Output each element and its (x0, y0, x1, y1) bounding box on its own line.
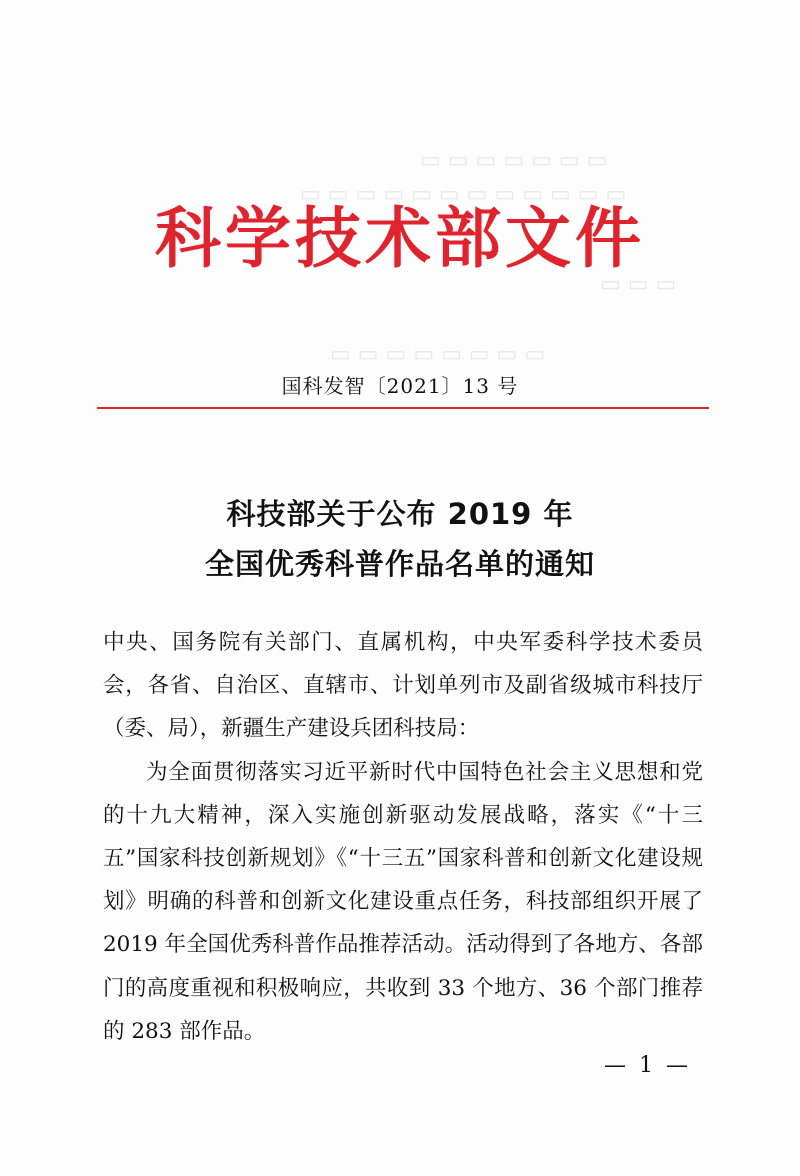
document-title-line-1: 科技部关于公布 2019 年 (226, 497, 574, 531)
issuer-header: 科学技术部文件 (155, 200, 645, 277)
addressee-paragraph: 中央、国务院有关部门、直属机构，中央军委科学技术委员会，各省、自治区、直辖市、计划单列市及副省级城市科技厅（委、局），新疆生产建设兵团科技局： (103, 630, 703, 742)
red-divider-line (97, 407, 709, 409)
document-title-line-2: 全国优秀科普作品名单的通知 (204, 547, 595, 581)
body-paragraph-1: 为全面贯彻落实习近平新时代中国特色社会主义思想和党的十九大精神，深入实施创新驱动发展战略，落实《“十三五”国家科技创新规划》《“十三五”国家科普和创新文化建设规划》明确的科普和创新文化建设重点任务，科技部组织开展了 2019 年全国优秀科普作品推荐活动。活动得到了各地方、各部门的高度重视和积极响应，共收到 33 个地方、36 个部门推荐的 283 部作品。 (103, 759, 703, 1044)
show-through-texture: ▭ ▭ ▭ (600, 272, 677, 297)
document-number: 国科发智〔2021〕13 号 (281, 374, 519, 398)
document-body (103, 621, 703, 1053)
show-through-texture: ▭ ▭ ▭ ▭ ▭ ▭ ▭ ▭ (330, 342, 546, 367)
show-through-texture: ▭ ▭ ▭ ▭ ▭ ▭ ▭ ▭ ▭ ▭ ▭ ▭ (300, 182, 627, 207)
show-through-texture: ▭ ▭ ▭ ▭ ▭ ▭ ▭ (420, 148, 608, 173)
page-number: — 1 — (604, 1053, 691, 1078)
